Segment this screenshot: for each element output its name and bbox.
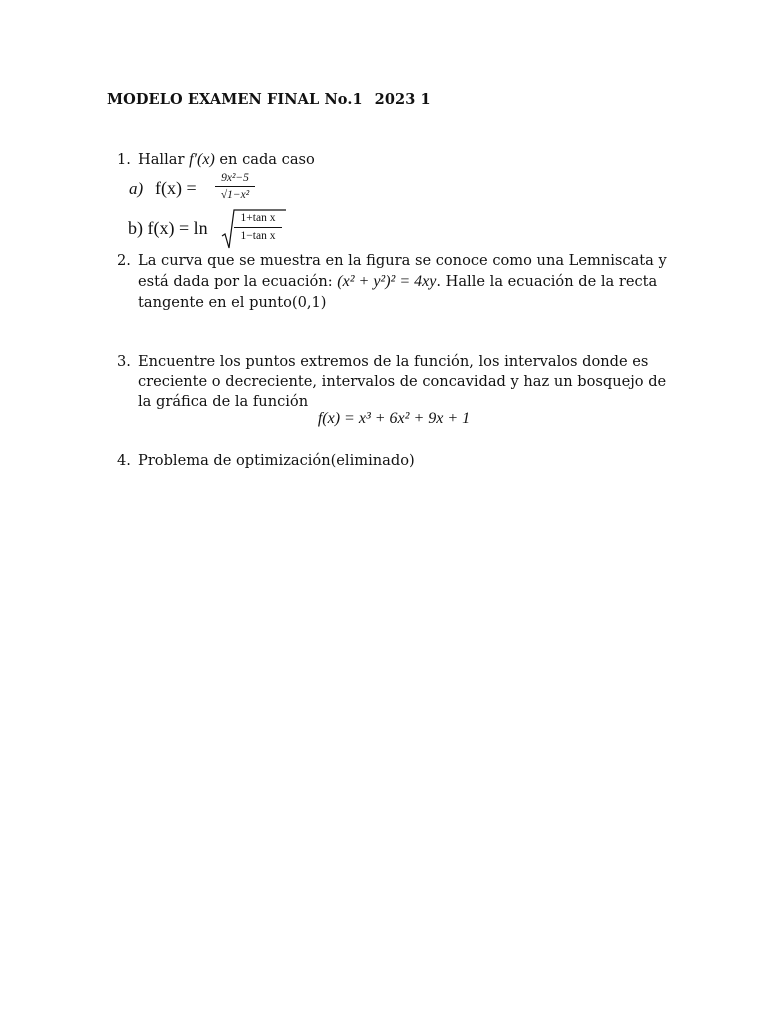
question-number: 4. <box>117 452 131 469</box>
question-line: La curva que se muestra en la figura se conoce como una Lemniscata y <box>138 252 667 269</box>
page-title <box>107 91 431 108</box>
formula-a-lhs: f(x) = <box>155 178 197 198</box>
formula-b-lhs: b) f(x) = ln <box>128 218 208 238</box>
question-number: 3. <box>117 353 131 370</box>
question-number: 1. <box>117 151 131 168</box>
question-line: la gráfica de la función <box>138 393 309 410</box>
question-number: 2. <box>117 252 131 269</box>
title-main: MODELO EXAMEN FINAL No.1 <box>107 91 363 108</box>
formula-b-fraction <box>234 211 282 244</box>
question-text: Hallar f′(x) en cada caso <box>138 151 315 168</box>
formula-b-denominator: 1−tan x <box>240 230 276 242</box>
formula-b-numerator: 1+tan x <box>240 212 276 224</box>
formula-a-numerator: 9x²−5 <box>221 172 249 184</box>
lemniscate-equation: (x² + y²)² = 4xy <box>337 273 437 290</box>
formula-a-label: a) <box>129 179 144 198</box>
derivative-symbol: f′(x) <box>189 151 215 168</box>
question-line: está dada por la ecuación: (x² + y²)² = 4xy. Halle la ecuación de la recta <box>138 273 658 290</box>
question-line: Encuentre los puntos extremos de la función, los intervalos donde es <box>138 353 649 370</box>
question-text: Problema de optimización(eliminado) <box>138 452 415 469</box>
title-year: 2023 1 <box>374 91 431 108</box>
function-formula: f(x) = x³ + 6x² + 9x + 1 <box>317 410 471 427</box>
formula-a-fraction <box>215 171 255 202</box>
question-line: creciente o decreciente, intervalos de concavidad y haz un bosquejo de <box>138 373 667 390</box>
formula-a-denominator: √1−x² <box>220 189 250 201</box>
question-line: tangente en el punto(0,1) <box>138 294 327 311</box>
